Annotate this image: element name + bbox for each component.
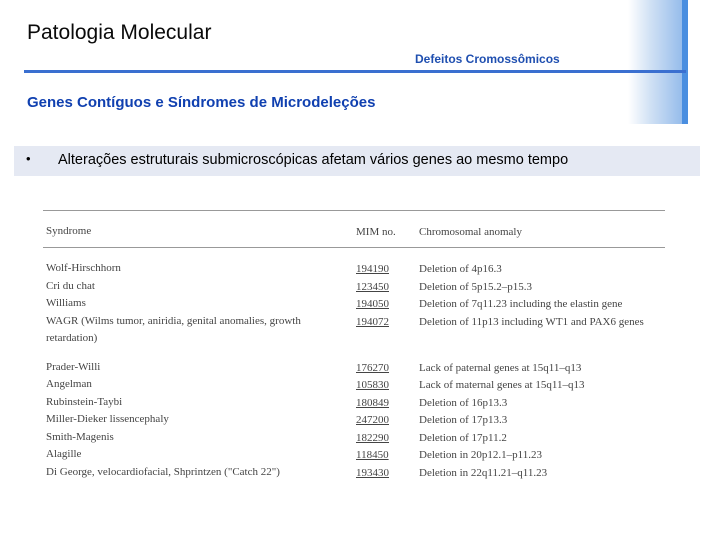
syndrome-cell: Cri du chat	[46, 279, 95, 292]
table-row	[43, 464, 665, 482]
anomaly-cell: Deletion of 4p16.3	[419, 263, 502, 275]
syndrome-cell: WAGR (Wilms tumor, aniridia, genital anomalies, growth retardation)	[46, 314, 301, 344]
syndrome-cell: Smith-Magenis	[46, 430, 114, 443]
syndrome-cell: Williams	[46, 297, 86, 309]
mim-link[interactable]: 247200	[356, 414, 389, 426]
table-row	[43, 376, 665, 394]
table-row	[43, 411, 665, 429]
anomaly-cell: Deletion of 16p13.3	[419, 396, 508, 409]
table-row	[43, 260, 665, 278]
mim-link[interactable]: 182290	[356, 431, 389, 444]
anomaly-cell: Lack of maternal genes at 15q11–q13	[419, 379, 585, 391]
mim-link[interactable]: 176270	[356, 361, 389, 374]
anomaly-cell: Deletion of 11p13 including WT1 and PAX6 genes	[419, 315, 644, 328]
mim-link[interactable]: 194050	[356, 298, 389, 310]
mim-link[interactable]: 194190	[356, 263, 389, 275]
mim-link[interactable]: 118450	[356, 449, 389, 461]
table-row	[43, 359, 665, 377]
anomaly-cell: Deletion of 7q11.23 including the elastin gene	[419, 298, 623, 310]
table-row	[43, 446, 665, 464]
mim-link[interactable]: 193430	[356, 466, 389, 479]
anomaly-cell: Lack of paternal genes at 15q11–q13	[419, 361, 582, 374]
anomaly-cell: Deletion of 17p13.3	[419, 414, 508, 426]
bullet-text: Alterações estruturais submicroscópicas afetam vários genes ao mesmo tempo	[58, 152, 569, 168]
table-row	[43, 278, 665, 296]
syndrome-cell: Angelman	[46, 378, 92, 390]
syndrome-cell: Prader-Willi	[46, 360, 101, 373]
header-mim: MIM no.	[356, 226, 396, 238]
header-syndrome: Syndrome	[46, 225, 92, 237]
table-row	[43, 295, 665, 313]
anomaly-cell: Deletion of 5p15.2–p15.3	[419, 280, 533, 293]
table-row	[43, 429, 665, 447]
bullet-marker: •	[26, 151, 31, 166]
table-row	[43, 394, 665, 412]
syndrome-cell: Alagille	[46, 448, 82, 460]
table-header-row	[43, 211, 665, 247]
corner-gradient-decoration	[628, 0, 686, 124]
syndrome-cell: Miller-Dieker lissencephaly	[46, 413, 169, 425]
anomaly-cell: Deletion in 22q11.21–q11.23	[419, 466, 548, 479]
section-heading: Genes Contíguos e Síndromes de Microdeleções	[27, 94, 376, 111]
mim-link[interactable]: 105830	[356, 379, 389, 391]
page-title: Patologia Molecular	[27, 21, 212, 44]
header-anomaly: Chromosomal anomaly	[419, 226, 522, 238]
page-subtitle: Defeitos Cromossômicos	[415, 52, 560, 66]
header-divider	[24, 70, 686, 73]
anomaly-cell: Deletion of 17p11.2	[419, 431, 507, 444]
syndrome-cell: Wolf-Hirschhorn	[46, 262, 121, 274]
anomaly-cell: Deletion in 20p12.1–p11.23	[419, 449, 543, 461]
mim-link[interactable]: 123450	[356, 280, 389, 293]
mim-link[interactable]: 194072	[356, 315, 389, 328]
table-group-1	[43, 260, 665, 347]
mim-link[interactable]: 180849	[356, 396, 389, 409]
table-row	[43, 313, 665, 347]
syndrome-cell: Rubinstein-Taybi	[46, 395, 123, 408]
table-group-2	[43, 359, 665, 482]
syndrome-table	[43, 210, 665, 481]
syndrome-cell: Di George, velocardiofacial, Shprintzen ("Catch 22")	[46, 465, 280, 478]
